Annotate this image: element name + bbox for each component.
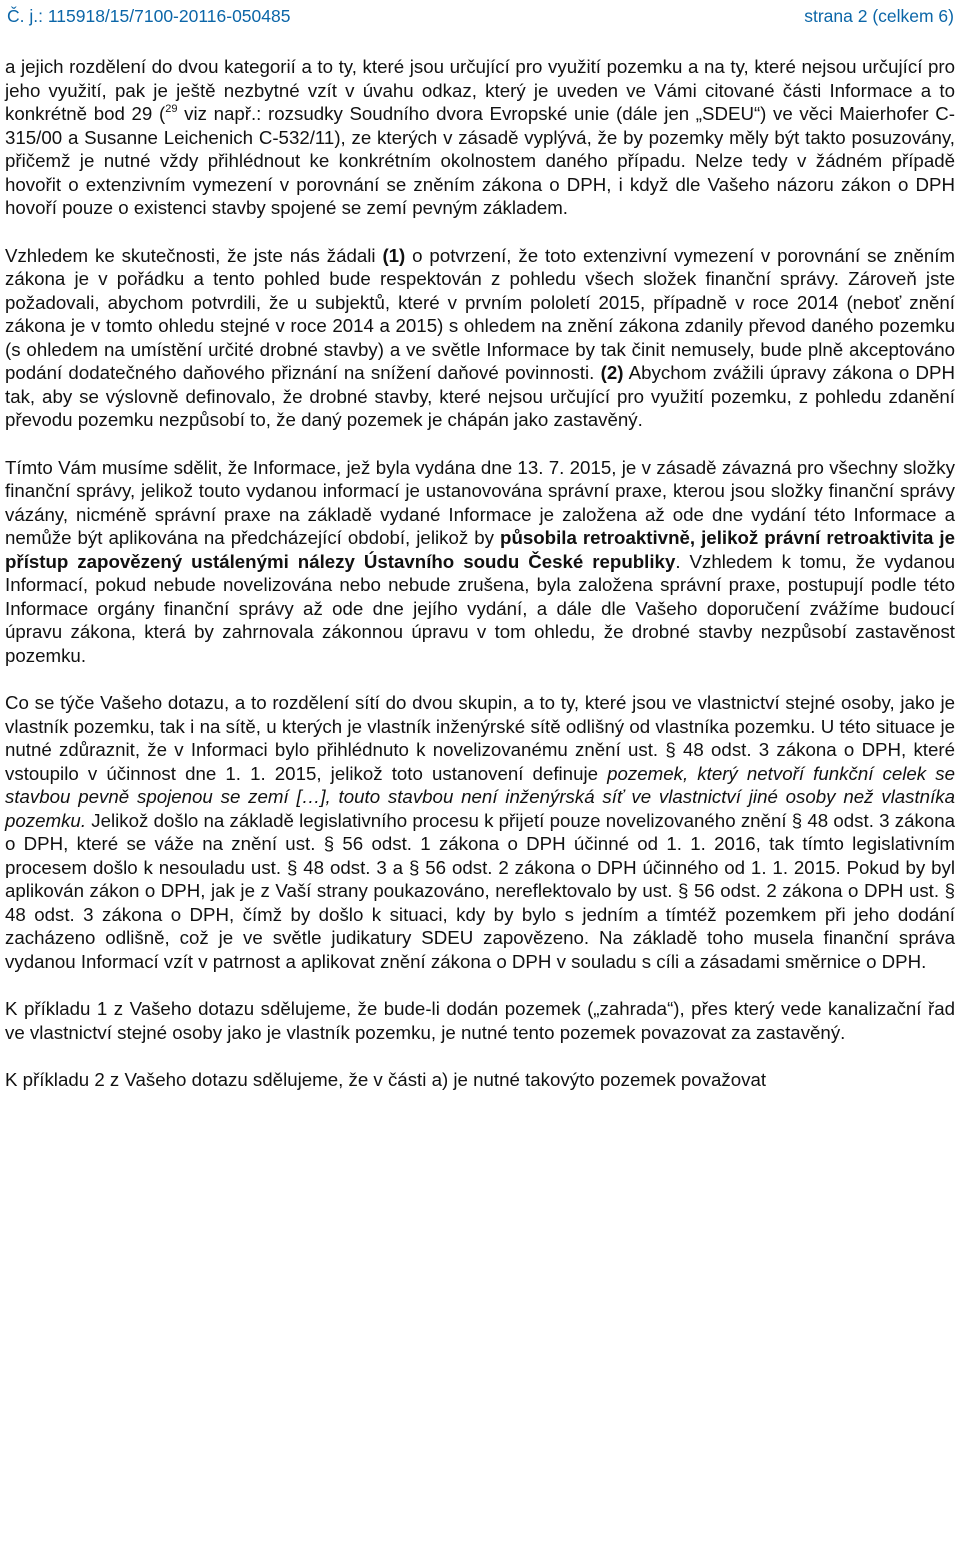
text-run: Abychom zvážili úpravy zákona o DPH tak, aby se výslovně definovalo, že drobné stavby, které nejsou určující pro využití pozemku, z pohledu zdanění převodu pozemku nezpůsobí to, že daný pozemek je chápán jako zastavěný. bbox=[5, 362, 955, 430]
text-run: Jelikož došlo na základě legislativního procesu k přijetí pouze novelizovaného znění § 48 odst. 3 zákona o DPH, které se váže na znění ust. § 56 odst. 1 zákona o DPH účinné od 1. 1. 2016, tak tímto legislativním procesem došlo k nesouladu ust. § 48 odst. 3 a § 56 odst. 2 zákona o DPH účinného od 1. 1. 2015. Pokud by byl aplikován zákon o DPH, jak je z Vaší strany poukazováno, nereflektovalo by ust. § 56 odst. 2 zákona o DPH ust. § 48 odst. 3 zákona o DPH, čímž by došlo k situaci, kdy by bylo s jedním a tímtéž pozemkem při jeho dodání zacházeno odlišně, což je ve světle judikatury SDEU zapovězeno. Na základě toho musela finanční správa vydanou Informací vzít v patrnost a aplikovat znění zákona o DPH v souladu s cíli a zásadami směrnice o DPH. bbox=[5, 809, 955, 972]
paragraph-5 bbox=[5, 997, 955, 1044]
text-run: Co se týče Vašeho dotazu, a to rozdělení sítí do dvou skupin, a to ty, které jsou ve vlastnictví stejné osoby, jako je vlastník pozemku, tak i na sítě, u kterých je vlastník inženýrské sítě odlišný od vlastníka pozemku. U této situace je nutné zdůraznit, že v Informaci bylo přihlédnuto k novelizovanému znění ust. § 48 odst. 3 zákona o DPH, které vstoupilo v účinnost dne 1. 1. 2015, jelikož toto ustanovení definuje bbox=[5, 692, 955, 784]
superscript-text: 29 bbox=[165, 103, 178, 115]
bold-text: (2) bbox=[600, 362, 624, 383]
document-reference: Č. j.: 115918/15/7100-20116-050485 bbox=[7, 6, 291, 26]
paragraph-1 bbox=[5, 55, 955, 220]
paragraph-2 bbox=[5, 244, 955, 432]
document-body bbox=[5, 55, 955, 1092]
page-header bbox=[7, 4, 954, 28]
text-run: K příkladu 1 z Vašeho dotazu sdělujeme, že bude-li dodán pozemek („zahrada“), přes který vede kanalizační řad ve vlastnictví stejné osoby jako je vlastník pozemku, je nutné tento pozemek povazovat za zastavěný. bbox=[5, 998, 955, 1043]
text-run: Tímto Vám musíme sdělit, že Informace, jež byla vydána dne 13. 7. 2015, je v zásadě závazná pro všechny složky finanční správy, jelikož touto vydanou informací je ustanovována správní praxe, kterou jsou složky finanční správy vázány, nicméně správní praxe na základě vydané Informace je založena až ode dne vydání této Informace a nemůže být aplikována na předcházející období, jelikož by bbox=[5, 456, 955, 548]
paragraph-3 bbox=[5, 456, 955, 668]
text-run: viz např.: rozsudky Soudního dvora Evropské unie (dále jen „SDEU“) ve věci Maierhofer C-315/00 a Susanne Leichenich C-532/11), ze kterých v zásadě vyplývá, že by pozemky měly být takto posuzovány, přičemž je nutné vždy přihlédnout ke konkrétním okolnostem daného případu. Nelze tedy v žádném případě hovořit o extenzivním vymezení v porovnání se zněním zákona o DPH, i když dle Vašeho názoru zákon o DPH hovoří pouze o existenci stavby spojené se zemí pevným základem. bbox=[5, 103, 955, 218]
text-run: a jejich rozdělení do dvou kategorií a to ty, které jsou určující pro využití pozemku a na ty, které nejsou určující pro jeho využití, pak je ještě nezbytné vzít v úvahu odkaz, který je uveden ve Vámi citované části Informace a to konkrétně bod 29 ( bbox=[5, 56, 955, 124]
text-run: K příkladu 2 z Vašeho dotazu sdělujeme, že v části a) je nutné takovýto pozemek považovat bbox=[5, 1069, 767, 1090]
text-run: Vzhledem ke skutečnosti, že jste nás žádali bbox=[5, 244, 383, 266]
paragraph-4 bbox=[5, 691, 955, 973]
text-run: o potvrzení, že toto extenzivní vymezení v porovnání se zněním zákona je v pořádku a tento pohled bude respektován z pohledu všech složek finanční správy. Zároveň jste požadovali, abychom potvrdili, že u subjektů, které v prvním pololetí 2015, případně v roce 2014 (neboť znění zákona je v tomto ohledu stejné v roce 2014 a 2015) s ohledem na znění zákona zdanily převod daného pozemku (s ohledem na umístění určité drobné stavby) a ve světle Informace by tak činit nemusely, bude plně akceptováno podání dodatečného daňového přiznání na snížení daňové povinnosti. bbox=[5, 244, 955, 383]
italic-text: pozemek, který netvoří funkční celek se stavbou pevně spojenou se zemí […], touto stavbou není inženýrská síť ve vlastnictví jiné osoby než vlastníka pozemku. bbox=[5, 762, 956, 831]
paragraph-6 bbox=[5, 1068, 955, 1092]
text-run: . Vzhledem k tomu, že vydanou Informací, pokud nebude novelizována nebo nebude zrušena, byla založena správní praxe, postupují podle této Informace orgány finanční správy až ode dne jejího vydání, a dále dle Vašeho doporučení zvážíme budoucí úpravu zákona, která by zahrnovala zákonnou úpravu v tom ohledu, že drobné stavby nezpůsobí zastavěnost pozemku. bbox=[5, 550, 955, 666]
page-number: strana 2 (celkem 6) bbox=[804, 6, 954, 26]
bold-text: působila retroaktivně, jelikož právní retroaktivita je přístup zapovězený ustálenými nálezy Ústavního soudu České republiky bbox=[5, 527, 955, 572]
bold-text: (1) bbox=[382, 244, 406, 266]
